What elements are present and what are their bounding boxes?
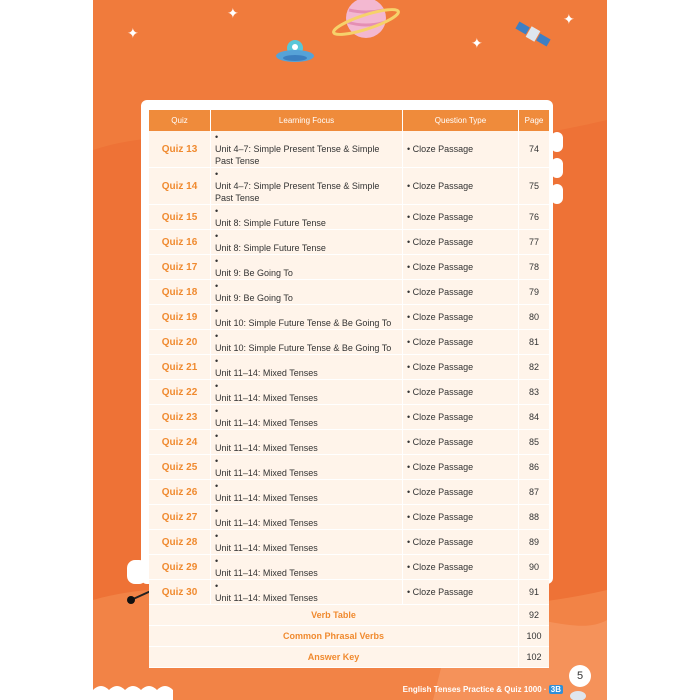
page-cell: 89 [519, 530, 549, 555]
learning-focus [211, 555, 403, 580]
learning-focus [211, 305, 403, 330]
quiz-label: Quiz 16 [149, 230, 211, 255]
bullet-icon: • [215, 506, 219, 516]
quiz-label: Quiz 24 [149, 430, 211, 455]
learning-focus-text: Unit 8: Simple Future Tense [215, 243, 326, 253]
question-type-text: Cloze Passage [412, 412, 474, 422]
question-type-text: Cloze Passage [412, 587, 474, 597]
footer [403, 685, 563, 694]
learning-focus-text: Unit 11–14: Mixed Tenses [215, 468, 318, 478]
question-type [403, 255, 519, 280]
page-cell: 79 [519, 280, 549, 305]
question-type-text: Cloze Passage [412, 562, 474, 572]
bullet-icon: • [407, 462, 413, 472]
table-row [149, 555, 549, 580]
learning-focus-text: Unit 8: Simple Future Tense [215, 218, 326, 228]
question-type-text: Cloze Passage [412, 212, 474, 222]
bullet-icon: • [407, 312, 413, 322]
page-cell: 76 [519, 205, 549, 230]
bullet-icon: • [407, 537, 413, 547]
table-row [149, 430, 549, 455]
question-type [403, 505, 519, 530]
table-row [149, 305, 549, 330]
question-type [403, 380, 519, 405]
learning-focus-text: Unit 11–14: Mixed Tenses [215, 568, 318, 578]
table-row [149, 131, 549, 168]
bullet-icon: • [407, 487, 413, 497]
table-row [149, 530, 549, 555]
question-type [403, 455, 519, 480]
question-type-text: Cloze Passage [412, 387, 474, 397]
learning-focus-text: Unit 10: Simple Future Tense & Be Going To [215, 343, 392, 353]
page-cell: 88 [519, 505, 549, 530]
bullet-icon: • [407, 587, 413, 597]
learning-focus-text: Unit 9: Be Going To [215, 293, 293, 303]
table-header-row [149, 110, 549, 131]
bullet-icon: • [215, 231, 219, 241]
learning-focus-text: Unit 11–14: Mixed Tenses [215, 493, 318, 503]
question-type-text: Cloze Passage [412, 262, 474, 272]
level-badge: 3B [550, 685, 561, 694]
bullet-icon: • [215, 406, 219, 416]
bullet-icon: • [407, 212, 413, 222]
table-row [149, 580, 549, 605]
table-row [149, 405, 549, 430]
question-type-text: Cloze Passage [412, 462, 474, 472]
question-type [403, 555, 519, 580]
star-icon: ✦ [471, 35, 483, 51]
page-cell: 85 [519, 430, 549, 455]
quiz-label: Quiz 13 [149, 131, 211, 168]
bullet-icon: • [407, 237, 413, 247]
learning-focus-text: Unit 4–7: Simple Present Tense & Simple Past Tense [215, 144, 380, 166]
bullet-icon: • [407, 437, 413, 447]
page-cell: 83 [519, 380, 549, 405]
header-quiz: Quiz [149, 110, 211, 131]
learning-focus-text: Unit 9: Be Going To [215, 268, 293, 278]
question-type [403, 131, 519, 168]
learning-focus [211, 131, 403, 168]
bullet-icon: • [407, 562, 413, 572]
quiz-label: Quiz 14 [149, 168, 211, 205]
section-label: Verb Table [149, 605, 519, 626]
bullet-icon: • [215, 456, 219, 466]
page-cell: 77 [519, 230, 549, 255]
question-type [403, 480, 519, 505]
question-type-text: Cloze Passage [412, 437, 474, 447]
page-cell: 84 [519, 405, 549, 430]
learning-focus [211, 230, 403, 255]
question-type-text: Cloze Passage [412, 287, 474, 297]
learning-focus-text: Unit 11–14: Mixed Tenses [215, 418, 318, 428]
bullet-icon: • [407, 262, 413, 272]
question-type [403, 355, 519, 380]
bullet-icon: • [215, 256, 219, 266]
astronaut-icon [565, 670, 591, 700]
header-page: Page [519, 110, 549, 131]
quiz-label: Quiz 30 [149, 580, 211, 605]
learning-focus-text: Unit 11–14: Mixed Tenses [215, 443, 318, 453]
page-cell: 81 [519, 330, 549, 355]
table-row [149, 280, 549, 305]
quiz-table [149, 110, 549, 668]
learning-focus [211, 255, 403, 280]
quiz-label: Quiz 20 [149, 330, 211, 355]
bullet-icon: • [407, 362, 413, 372]
question-type [403, 405, 519, 430]
quiz-label: Quiz 15 [149, 205, 211, 230]
table-row [149, 380, 549, 405]
page-cell: 92 [519, 605, 549, 626]
learning-focus [211, 480, 403, 505]
learning-focus [211, 430, 403, 455]
bullet-icon: • [215, 431, 219, 441]
quiz-label: Quiz 18 [149, 280, 211, 305]
bullet-icon: • [215, 581, 219, 591]
quiz-label: Quiz 26 [149, 480, 211, 505]
bullet-icon: • [407, 337, 413, 347]
quiz-label: Quiz 23 [149, 405, 211, 430]
question-type-text: Cloze Passage [412, 337, 474, 347]
quiz-label: Quiz 28 [149, 530, 211, 555]
question-type-text: Cloze Passage [412, 362, 474, 372]
table-row [149, 330, 549, 355]
question-type-text: Cloze Passage [412, 512, 474, 522]
learning-focus [211, 355, 403, 380]
page-cell: 78 [519, 255, 549, 280]
table-row [149, 255, 549, 280]
footer-title: English Tenses Practice & Quiz 1000 · [402, 685, 547, 694]
quiz-label: Quiz 17 [149, 255, 211, 280]
bullet-icon: • [215, 132, 219, 142]
star-icon: ✦ [227, 5, 239, 21]
bullet-icon: • [215, 306, 219, 316]
bullet-icon: • [215, 281, 219, 291]
quiz-label: Quiz 29 [149, 555, 211, 580]
star-icon: ✦ [127, 25, 139, 41]
question-type-text: Cloze Passage [412, 312, 474, 322]
learning-focus [211, 580, 403, 605]
page-cell: 102 [519, 647, 549, 668]
table-row [149, 626, 549, 647]
learning-focus-text: Unit 11–14: Mixed Tenses [215, 593, 318, 603]
question-type [403, 168, 519, 205]
question-type [403, 430, 519, 455]
learning-focus [211, 530, 403, 555]
bullet-icon: • [407, 181, 413, 191]
bullet-icon: • [407, 287, 413, 297]
learning-focus [211, 405, 403, 430]
learning-focus-text: Unit 10: Simple Future Tense & Be Going To [215, 318, 392, 328]
question-type-text: Cloze Passage [412, 181, 474, 191]
question-type-text: Cloze Passage [412, 487, 474, 497]
learning-focus [211, 168, 403, 205]
table-row [149, 480, 549, 505]
page-cell: 86 [519, 455, 549, 480]
quiz-label: Quiz 21 [149, 355, 211, 380]
page-cell: 75 [519, 168, 549, 205]
bullet-icon: • [215, 331, 219, 341]
bullet-icon: • [215, 381, 219, 391]
quiz-label: Quiz 22 [149, 380, 211, 405]
page-cell: 91 [519, 580, 549, 605]
quiz-label: Quiz 25 [149, 455, 211, 480]
header-question-type: Question Type [403, 110, 519, 131]
bullet-icon: • [407, 144, 413, 154]
learning-focus [211, 280, 403, 305]
header-learning-focus: Learning Focus [211, 110, 403, 131]
question-type [403, 305, 519, 330]
page-cell: 100 [519, 626, 549, 647]
question-type [403, 205, 519, 230]
table-row [149, 505, 549, 530]
learning-focus-text: Unit 11–14: Mixed Tenses [215, 518, 318, 528]
table-row [149, 455, 549, 480]
question-type [403, 230, 519, 255]
page-cell: 80 [519, 305, 549, 330]
learning-focus [211, 380, 403, 405]
question-type [403, 530, 519, 555]
section-label: Common Phrasal Verbs [149, 626, 519, 647]
learning-focus [211, 455, 403, 480]
table-row [149, 355, 549, 380]
table-row [149, 647, 549, 668]
question-type-text: Cloze Passage [412, 144, 474, 154]
bullet-icon: • [407, 387, 413, 397]
question-type [403, 330, 519, 355]
question-type-text: Cloze Passage [412, 537, 474, 547]
question-type [403, 280, 519, 305]
question-type [403, 580, 519, 605]
learning-focus-text: Unit 11–14: Mixed Tenses [215, 543, 318, 553]
learning-focus [211, 205, 403, 230]
learning-focus [211, 330, 403, 355]
question-type-text: Cloze Passage [412, 237, 474, 247]
table-row [149, 205, 549, 230]
bullet-icon: • [215, 356, 219, 366]
page-cell: 82 [519, 355, 549, 380]
table-row [149, 230, 549, 255]
bullet-icon: • [215, 206, 219, 216]
bullet-icon: • [215, 531, 219, 541]
learning-focus-text: Unit 11–14: Mixed Tenses [215, 368, 318, 378]
section-label: Answer Key [149, 647, 519, 668]
learning-focus-text: Unit 11–14: Mixed Tenses [215, 393, 318, 403]
bullet-icon: • [407, 412, 413, 422]
bullet-icon: • [407, 512, 413, 522]
page-cell: 90 [519, 555, 549, 580]
page-number: 5 [569, 665, 591, 687]
learning-focus-text: Unit 4–7: Simple Present Tense & Simple Past Tense [215, 181, 380, 203]
star-icon: ✦ [563, 11, 575, 27]
quiz-label: Quiz 27 [149, 505, 211, 530]
page-cell: 74 [519, 131, 549, 168]
bullet-icon: • [215, 556, 219, 566]
page-cell: 87 [519, 480, 549, 505]
learning-focus [211, 505, 403, 530]
bullet-icon: • [215, 169, 219, 179]
quiz-label: Quiz 19 [149, 305, 211, 330]
table-row [149, 168, 549, 205]
table-row [149, 605, 549, 626]
bullet-icon: • [215, 481, 219, 491]
